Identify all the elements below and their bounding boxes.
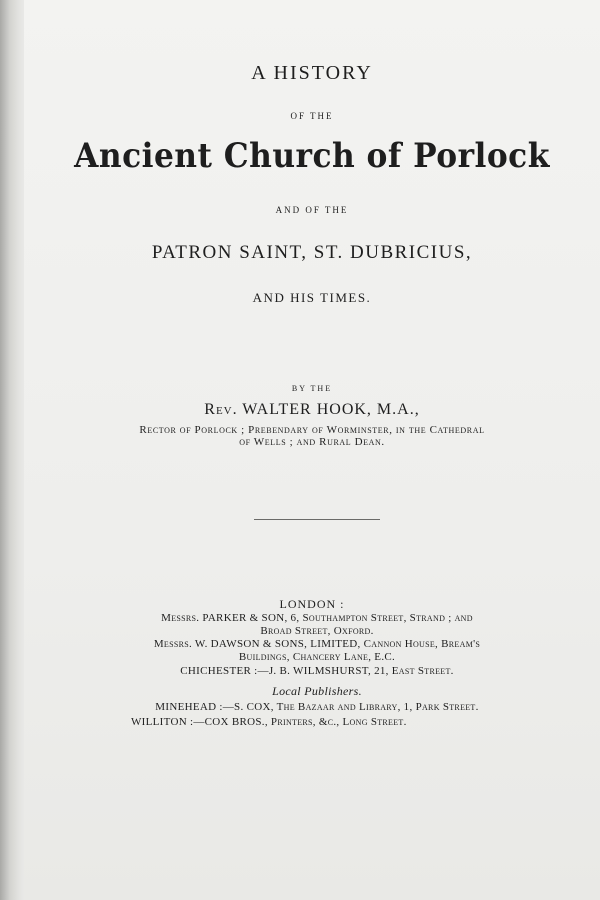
author-role-line-2: of Wells ; and Rural Dean. bbox=[239, 436, 385, 448]
book-gutter-shadow bbox=[0, 0, 24, 900]
title-line-and-his-times: AND HIS TIMES. bbox=[252, 290, 372, 305]
publisher-dawson-line-2: Buildings, Chancery Lane, E.C. bbox=[238, 651, 396, 663]
publisher-city: LONDON : bbox=[279, 597, 345, 611]
title-line-patron-saint: PATRON SAINT, ST. DUBRICIUS, bbox=[151, 242, 473, 263]
section-divider bbox=[254, 519, 380, 520]
title-line-of-the: OF THE bbox=[290, 111, 334, 121]
main-title: Ancient Church of Porlock bbox=[74, 136, 550, 176]
publisher-dawson-line-1: Messrs. W. DAWSON & SONS, LIMITED, Cannon House, Bream's bbox=[153, 638, 481, 650]
publisher-parker bbox=[131, 612, 503, 638]
publisher-minehead: MINEHEAD :—S. COX, The Bazaar and Library, 1, Park Street. bbox=[155, 701, 479, 713]
author-roles bbox=[24, 424, 600, 448]
publisher-chichester: CHICHESTER :—J. B. WILMSHURST, 21, East Street. bbox=[180, 665, 454, 677]
title-line-a-history: A HISTORY bbox=[251, 62, 373, 84]
publisher-dawson bbox=[131, 638, 503, 664]
title-line-and-of-the: AND OF THE bbox=[275, 205, 349, 215]
author-role-line-1: Rector of Porlock ; Prebendary of Worminster, in the Cathedral bbox=[139, 424, 485, 436]
author-name: Rev. WALTER HOOK, M.A., bbox=[204, 401, 420, 418]
local-publishers-label: Local Publishers. bbox=[272, 684, 362, 698]
title-page bbox=[24, 0, 600, 900]
by-the-label: BY THE bbox=[291, 384, 333, 393]
publisher-williton: WILLITON :—COX BROS., Printers, &c., Long Street. bbox=[131, 716, 407, 728]
publisher-parker-line-2: Broad Street, Oxford. bbox=[260, 625, 374, 637]
publisher-parker-line-1: Messrs. PARKER & SON, 6, Southampton Street, Strand ; and bbox=[161, 612, 473, 624]
